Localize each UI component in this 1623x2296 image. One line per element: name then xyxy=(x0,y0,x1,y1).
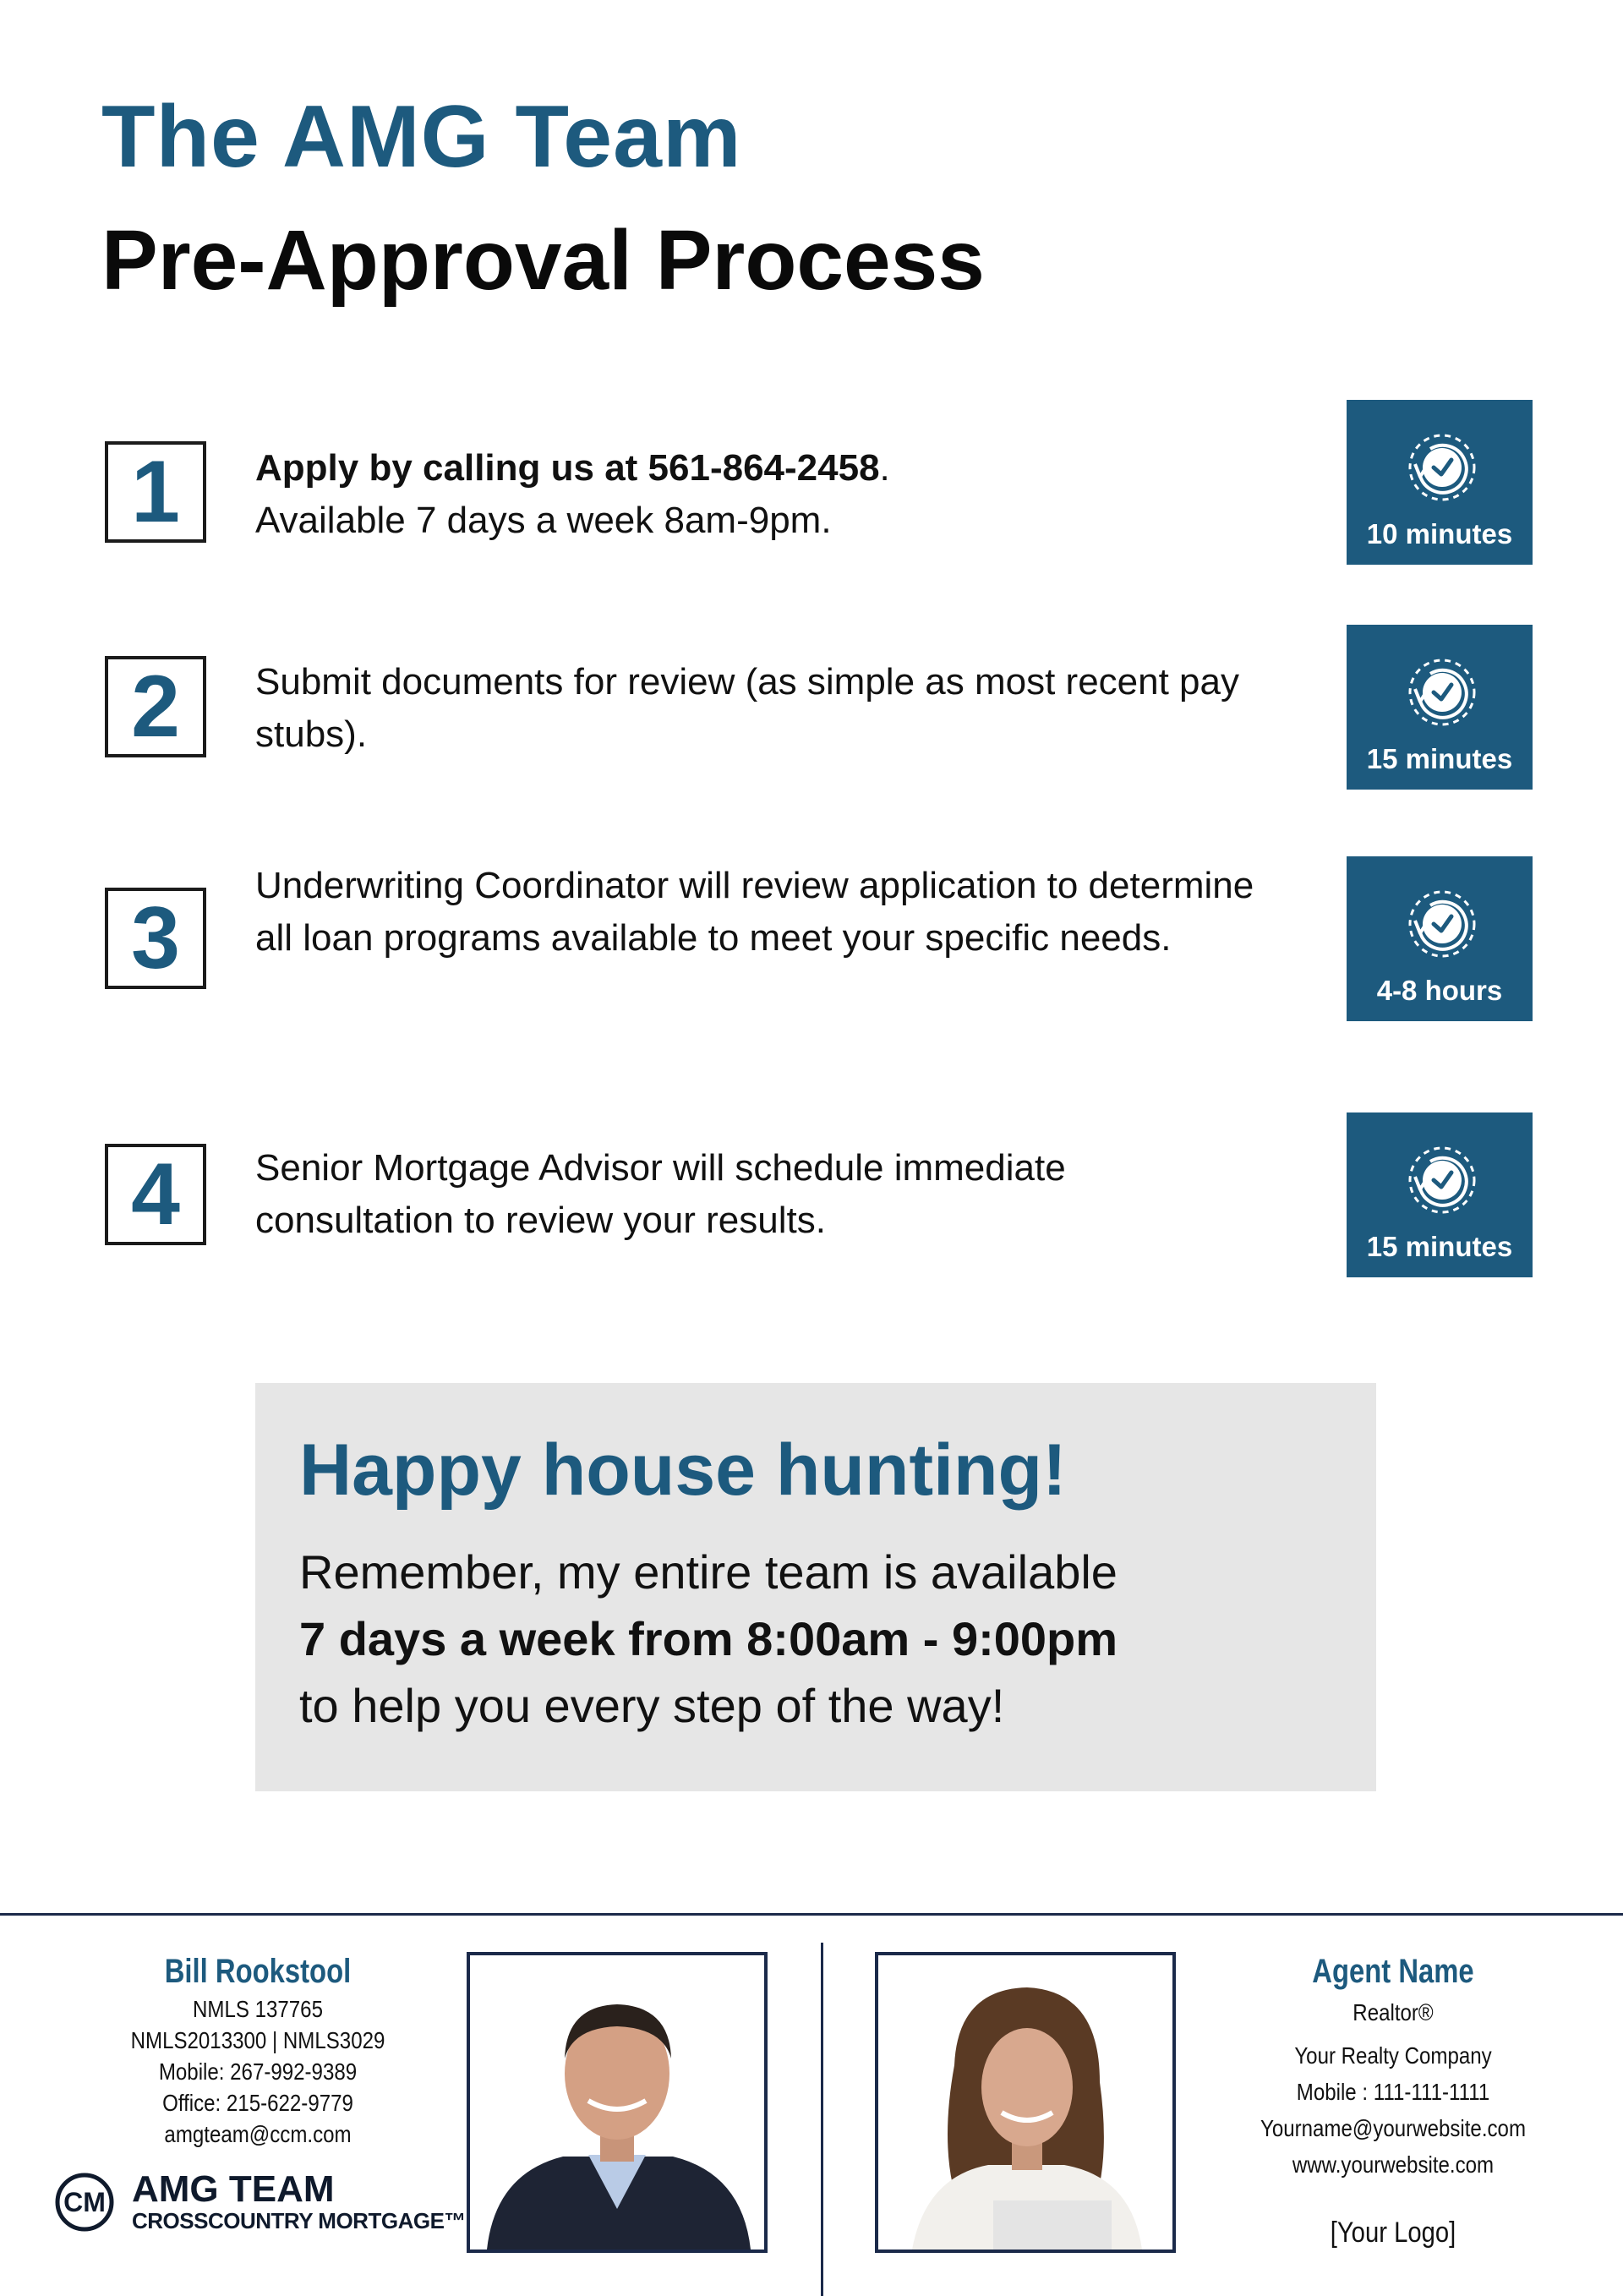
time-badge-step-1 xyxy=(1347,400,1533,565)
promo-heading: Happy house hunting! xyxy=(299,1430,1067,1511)
agent-email[interactable]: Yourname@yourwebsite.com xyxy=(1260,2115,1527,2141)
loan-officer-nmls: NMLS 137765 xyxy=(193,1996,323,2022)
footer-divider-line xyxy=(0,1913,1623,1916)
step-4-text: Senior Mortgage Advisor will schedule immediate consultation to review your results. xyxy=(255,1147,1066,1241)
agent-photo xyxy=(875,1952,1176,2253)
agent-portrait xyxy=(878,1955,1172,2250)
logo-team-name: AMG TEAM xyxy=(132,2168,335,2210)
loan-officer-office[interactable]: Office: 215-622-9779 xyxy=(162,2090,353,2116)
agent-mobile[interactable]: Mobile : 111-111-1111 xyxy=(1296,2079,1490,2105)
time-badge-step-2 xyxy=(1347,625,1533,790)
agent-logo-placeholder: [Your Logo] xyxy=(1330,2217,1456,2249)
agent-contact xyxy=(1226,1949,1560,2180)
step-3-text: Underwriting Coordinator will review application to determine all loan programs available to meet your specific needs. xyxy=(255,865,1254,959)
time-label: 4-8 hours xyxy=(1376,975,1503,1006)
loan-officer-portrait xyxy=(470,1955,764,2250)
clock-cycle-icon xyxy=(1390,1143,1489,1219)
footer-vertical-divider xyxy=(821,1943,823,2296)
time-badge-step-3 xyxy=(1347,856,1533,1021)
agent-name: Agent Name xyxy=(1312,1953,1474,1990)
loan-officer-mobile[interactable]: Mobile: 267-992-9389 xyxy=(158,2058,358,2085)
loan-officer-photo xyxy=(467,1952,768,2253)
step-4-number: 4 xyxy=(105,1144,206,1245)
crosscountry-logo-icon xyxy=(54,2172,115,2233)
time-badge-step-4 xyxy=(1347,1112,1533,1277)
page-title: Pre-Approval Process xyxy=(101,213,985,308)
step-1-hours: Available 7 days a week 8am-9pm. xyxy=(255,500,832,541)
step-1-text: Apply by calling us at 561-864-2458. Available 7 days a week 8am-9pm. xyxy=(255,442,1270,547)
promo-line-1: Remember, my entire team is available xyxy=(299,1545,1118,1599)
time-label: 10 minutes xyxy=(1366,518,1513,549)
promo-box xyxy=(255,1383,1376,1791)
step-2-text: Submit documents for review (as simple as most recent pay stubs). xyxy=(255,661,1240,755)
agent-title: Realtor® xyxy=(1352,1999,1434,2025)
agent-company: Your Realty Company xyxy=(1294,2042,1492,2069)
agent-website[interactable]: www.yourwebsite.com xyxy=(1292,2151,1495,2178)
clock-cycle-icon xyxy=(1390,430,1489,506)
step-3-number: 3 xyxy=(105,888,206,989)
time-label: 15 minutes xyxy=(1366,1231,1513,1262)
step-2-number: 2 xyxy=(105,656,206,757)
team-title: The AMG Team xyxy=(101,88,742,186)
promo-line-2: 7 days a week from 8:00am - 9:00pm xyxy=(299,1612,1118,1666)
step-1-phone: Apply by calling us at 561-864-2458 xyxy=(255,447,880,489)
company-logo xyxy=(54,2168,466,2233)
loan-officer-email[interactable]: amgteam@ccm.com xyxy=(164,2121,352,2147)
promo-line-3: to help you every step of the way! xyxy=(299,1679,1005,1733)
time-label: 15 minutes xyxy=(1366,743,1513,774)
company-nmls: NMLS2013300 | NMLS3029 xyxy=(130,2027,385,2053)
clock-cycle-icon xyxy=(1390,887,1489,963)
loan-officer-name: Bill Rookstool xyxy=(164,1953,352,1990)
logo-company-name: CROSSCOUNTRY MORTGAGE™ xyxy=(132,2208,466,2233)
loan-officer-contact xyxy=(101,1949,414,2150)
clock-cycle-icon xyxy=(1390,655,1489,731)
logo-mark-text: CM xyxy=(63,2187,106,2217)
step-1-number: 1 xyxy=(105,441,206,543)
